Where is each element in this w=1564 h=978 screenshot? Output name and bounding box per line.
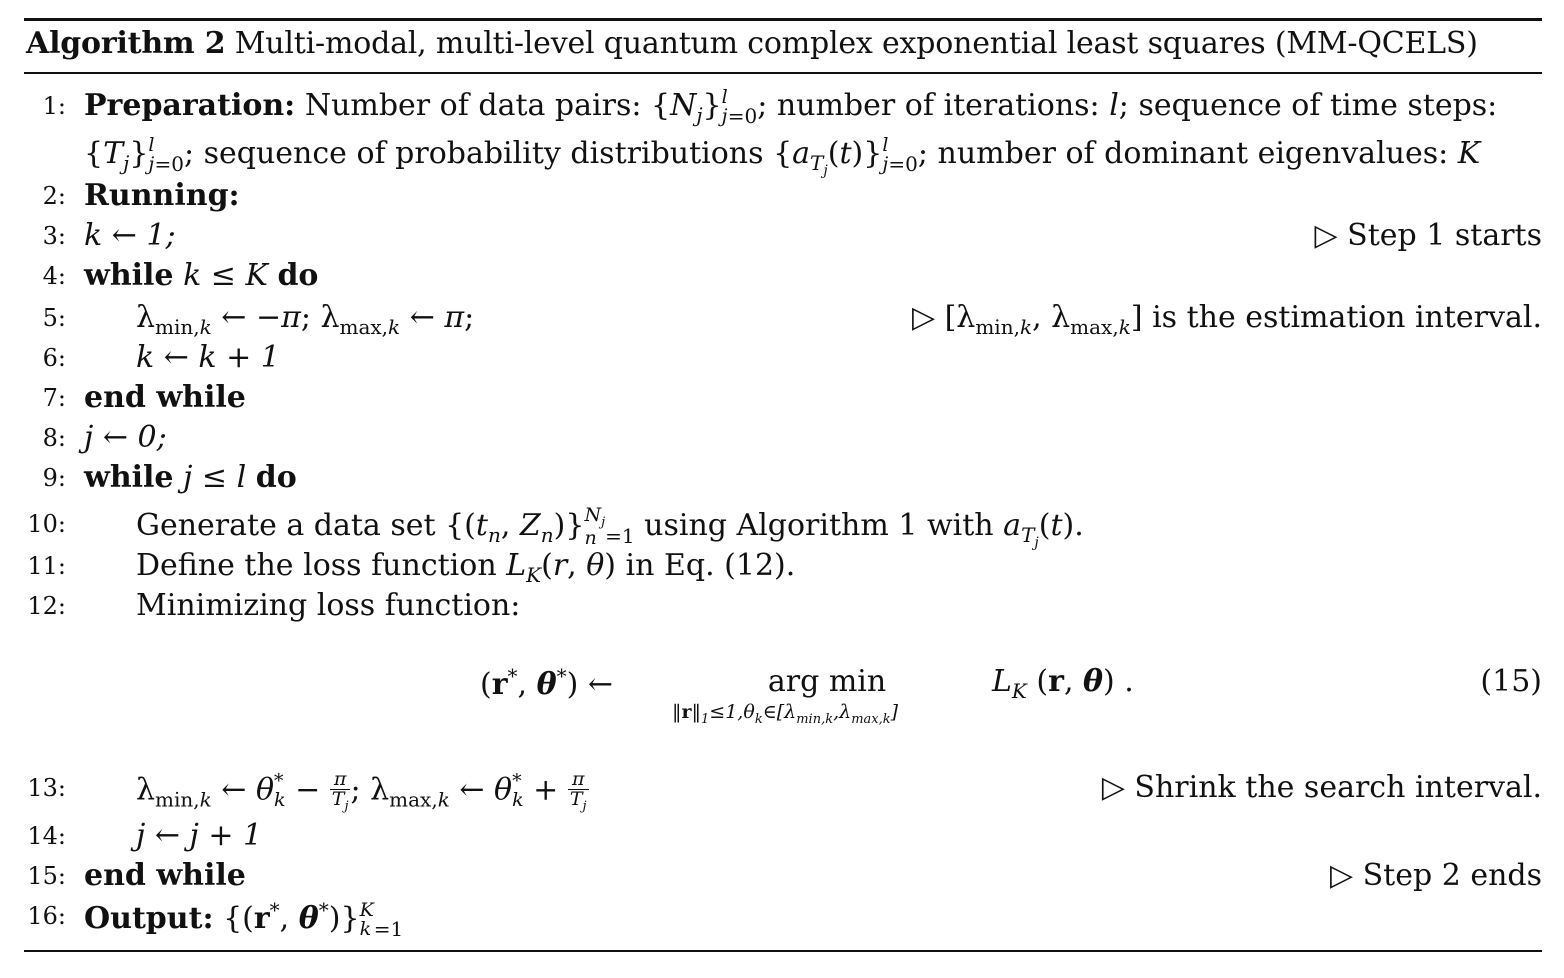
keyword-end-while: end while xyxy=(84,858,246,893)
algorithm-line-11 xyxy=(24,548,1542,588)
line-number: 16: xyxy=(27,902,66,930)
argmin-operator: arg min xyxy=(767,664,887,699)
text-number-of-data-pairs: Number of data pairs: xyxy=(304,88,642,123)
algorithm-line-8 xyxy=(24,420,1542,460)
line-body xyxy=(84,258,318,293)
text-using-algorithm: using Algorithm 1 with xyxy=(644,507,994,543)
line-body: Generate a data set {($t_n$, $Z_n$)} $N_j$ n $_{=1}$ using Algorithm 1 with $a_{T_j}(t)$. xyxy=(136,504,1084,551)
algorithm-line-4 xyxy=(24,258,1542,298)
line-number: 7: xyxy=(42,384,66,412)
algorithm-line-5 xyxy=(24,300,1542,340)
argmin-constraint: $‖r‖_1\le 1,\theta_k\in[\lambda_{min,k},\lambda_{max,k}]$ xyxy=(672,701,899,727)
keyword-end-while: end while xyxy=(84,380,246,415)
algorithm-block xyxy=(24,18,1542,954)
caption-rule xyxy=(24,72,1542,74)
caption-title: Multi-modal, multi-level quantum complex exponential least squares (MM-QCELS) xyxy=(234,26,1478,61)
line-number: 5: xyxy=(42,304,66,332)
line-number: 1: xyxy=(42,92,66,120)
line-number: 11: xyxy=(27,552,66,580)
algorithm-line-13 xyxy=(24,768,1542,814)
bottom-rule xyxy=(24,950,1542,952)
line-body: $\lambda_{min,k}$ ← −π; $\lambda_{max,k}$ ← π; xyxy=(136,300,475,339)
line-number: 6: xyxy=(42,344,66,372)
algorithm-line-10 xyxy=(24,504,1542,551)
equation-argmin xyxy=(672,664,898,727)
keyword-do: do xyxy=(277,258,319,293)
algorithm-line-1-continued xyxy=(24,134,1542,179)
line-number: 8: xyxy=(42,424,66,452)
text-sequence-probability: ; sequence of probability distributions xyxy=(183,136,764,171)
fraction-pi-over-tj: $\frac{\pi}{T_j}$ xyxy=(331,768,349,814)
text-define-loss: Define the loss function xyxy=(136,548,497,583)
line-body: Preparation: Number of data pairs: $\{N_j\}$ l j $_{=0}$; number of iterations: l; sequence of time steps: xyxy=(84,86,1498,128)
text-generate: Generate a data set xyxy=(136,507,436,543)
keyword-while: while xyxy=(84,258,174,293)
algorithm-line-15 xyxy=(24,858,1542,898)
equation-number: (15) xyxy=(1480,664,1542,699)
text-number-of-iterations: ; number of iterations: xyxy=(757,88,1100,123)
line-number: 14: xyxy=(27,822,66,850)
keyword-while: while xyxy=(84,460,174,495)
while-condition: j ≤ l xyxy=(183,460,247,495)
line-number: 12: xyxy=(27,592,66,620)
algorithm-line-16 xyxy=(24,898,1542,941)
line-body: Output: {(r*, θ*)} K k $_{=1}$ xyxy=(84,898,404,941)
line-body: j ← j + 1 xyxy=(136,818,263,853)
text-sequence-time-steps: ; sequence of time steps: xyxy=(1118,88,1498,123)
text-in-eq: in Eq. (12). xyxy=(625,548,796,583)
algorithm-line-7 xyxy=(24,380,1542,420)
line-body: $\lambda_{min,k}$ ← θ * k − $\frac{\pi}{T_j}$ ; $\lambda_{max,k}$ ← θ * k + $\frac{\pi}{T_j}$ xyxy=(136,768,587,814)
line-body: k ← k + 1 xyxy=(136,340,280,375)
line-body: k ← 1; xyxy=(84,218,176,253)
comment-step-1-starts: ▷ Step 1 starts xyxy=(1314,218,1542,253)
line-number: 9: xyxy=(42,464,66,492)
line-body: Define the loss function $L_K(r$, θ) in Eq. (12). xyxy=(136,548,796,587)
caption-label: Algorithm 2 xyxy=(26,26,226,61)
line-number: 2: xyxy=(42,182,66,210)
line-number: 15: xyxy=(27,862,66,890)
algorithm-line-1 xyxy=(24,88,1542,128)
line-number: 4: xyxy=(42,262,66,290)
equation-rhs: $L_K$ (r, θ) . xyxy=(992,664,1134,703)
while-condition: k ≤ K xyxy=(183,258,268,293)
line-body xyxy=(84,460,297,495)
comment-shrink-interval: ▷ Shrink the search interval. xyxy=(1101,770,1542,805)
comment-estimation-interval: ▷ [$\lambda_{min,k}$, $\lambda_{max,k}$] is the estimation interval. xyxy=(912,300,1542,339)
fraction-pi-over-tj: $\frac{\pi}{T_j}$ xyxy=(569,768,587,814)
equation-15 xyxy=(24,658,1542,738)
algorithm-line-9 xyxy=(24,460,1542,500)
line-body: Minimizing loss function: xyxy=(136,588,521,623)
algorithm-caption xyxy=(26,26,1478,61)
line-body: $\{T_j\}$ l j $_{=0}$; sequence of probability distributions $\{a_{T_j}(t)\}$ l j $_{=0}$; number of dominant eigenvalues: K xyxy=(84,134,1481,179)
algorithm-line-14 xyxy=(24,818,1542,858)
line-number: 3: xyxy=(42,222,66,250)
top-rule xyxy=(24,18,1542,21)
keyword-output: Output: xyxy=(84,901,214,936)
keyword-preparation: Preparation: xyxy=(84,88,296,123)
algorithm-line-12 xyxy=(24,588,1542,628)
line-body xyxy=(84,178,240,213)
line-number: 13: xyxy=(27,774,66,802)
comment-text: is the estimation interval. xyxy=(1152,300,1542,335)
algorithm-line-6 xyxy=(24,340,1542,380)
equation-lhs: (r*, θ*) ← xyxy=(480,664,614,702)
line-number: 10: xyxy=(27,510,66,538)
line-body: j ← 0; xyxy=(84,420,167,455)
algorithm-line-2 xyxy=(24,178,1542,218)
text-dominant-eigenvalues: ; number of dominant eigenvalues: xyxy=(917,136,1449,171)
algorithm-line-3 xyxy=(24,218,1542,258)
keyword-do: do xyxy=(255,460,297,495)
comment-step-2-ends: ▷ Step 2 ends xyxy=(1329,858,1542,893)
keyword-running: Running: xyxy=(84,178,240,213)
